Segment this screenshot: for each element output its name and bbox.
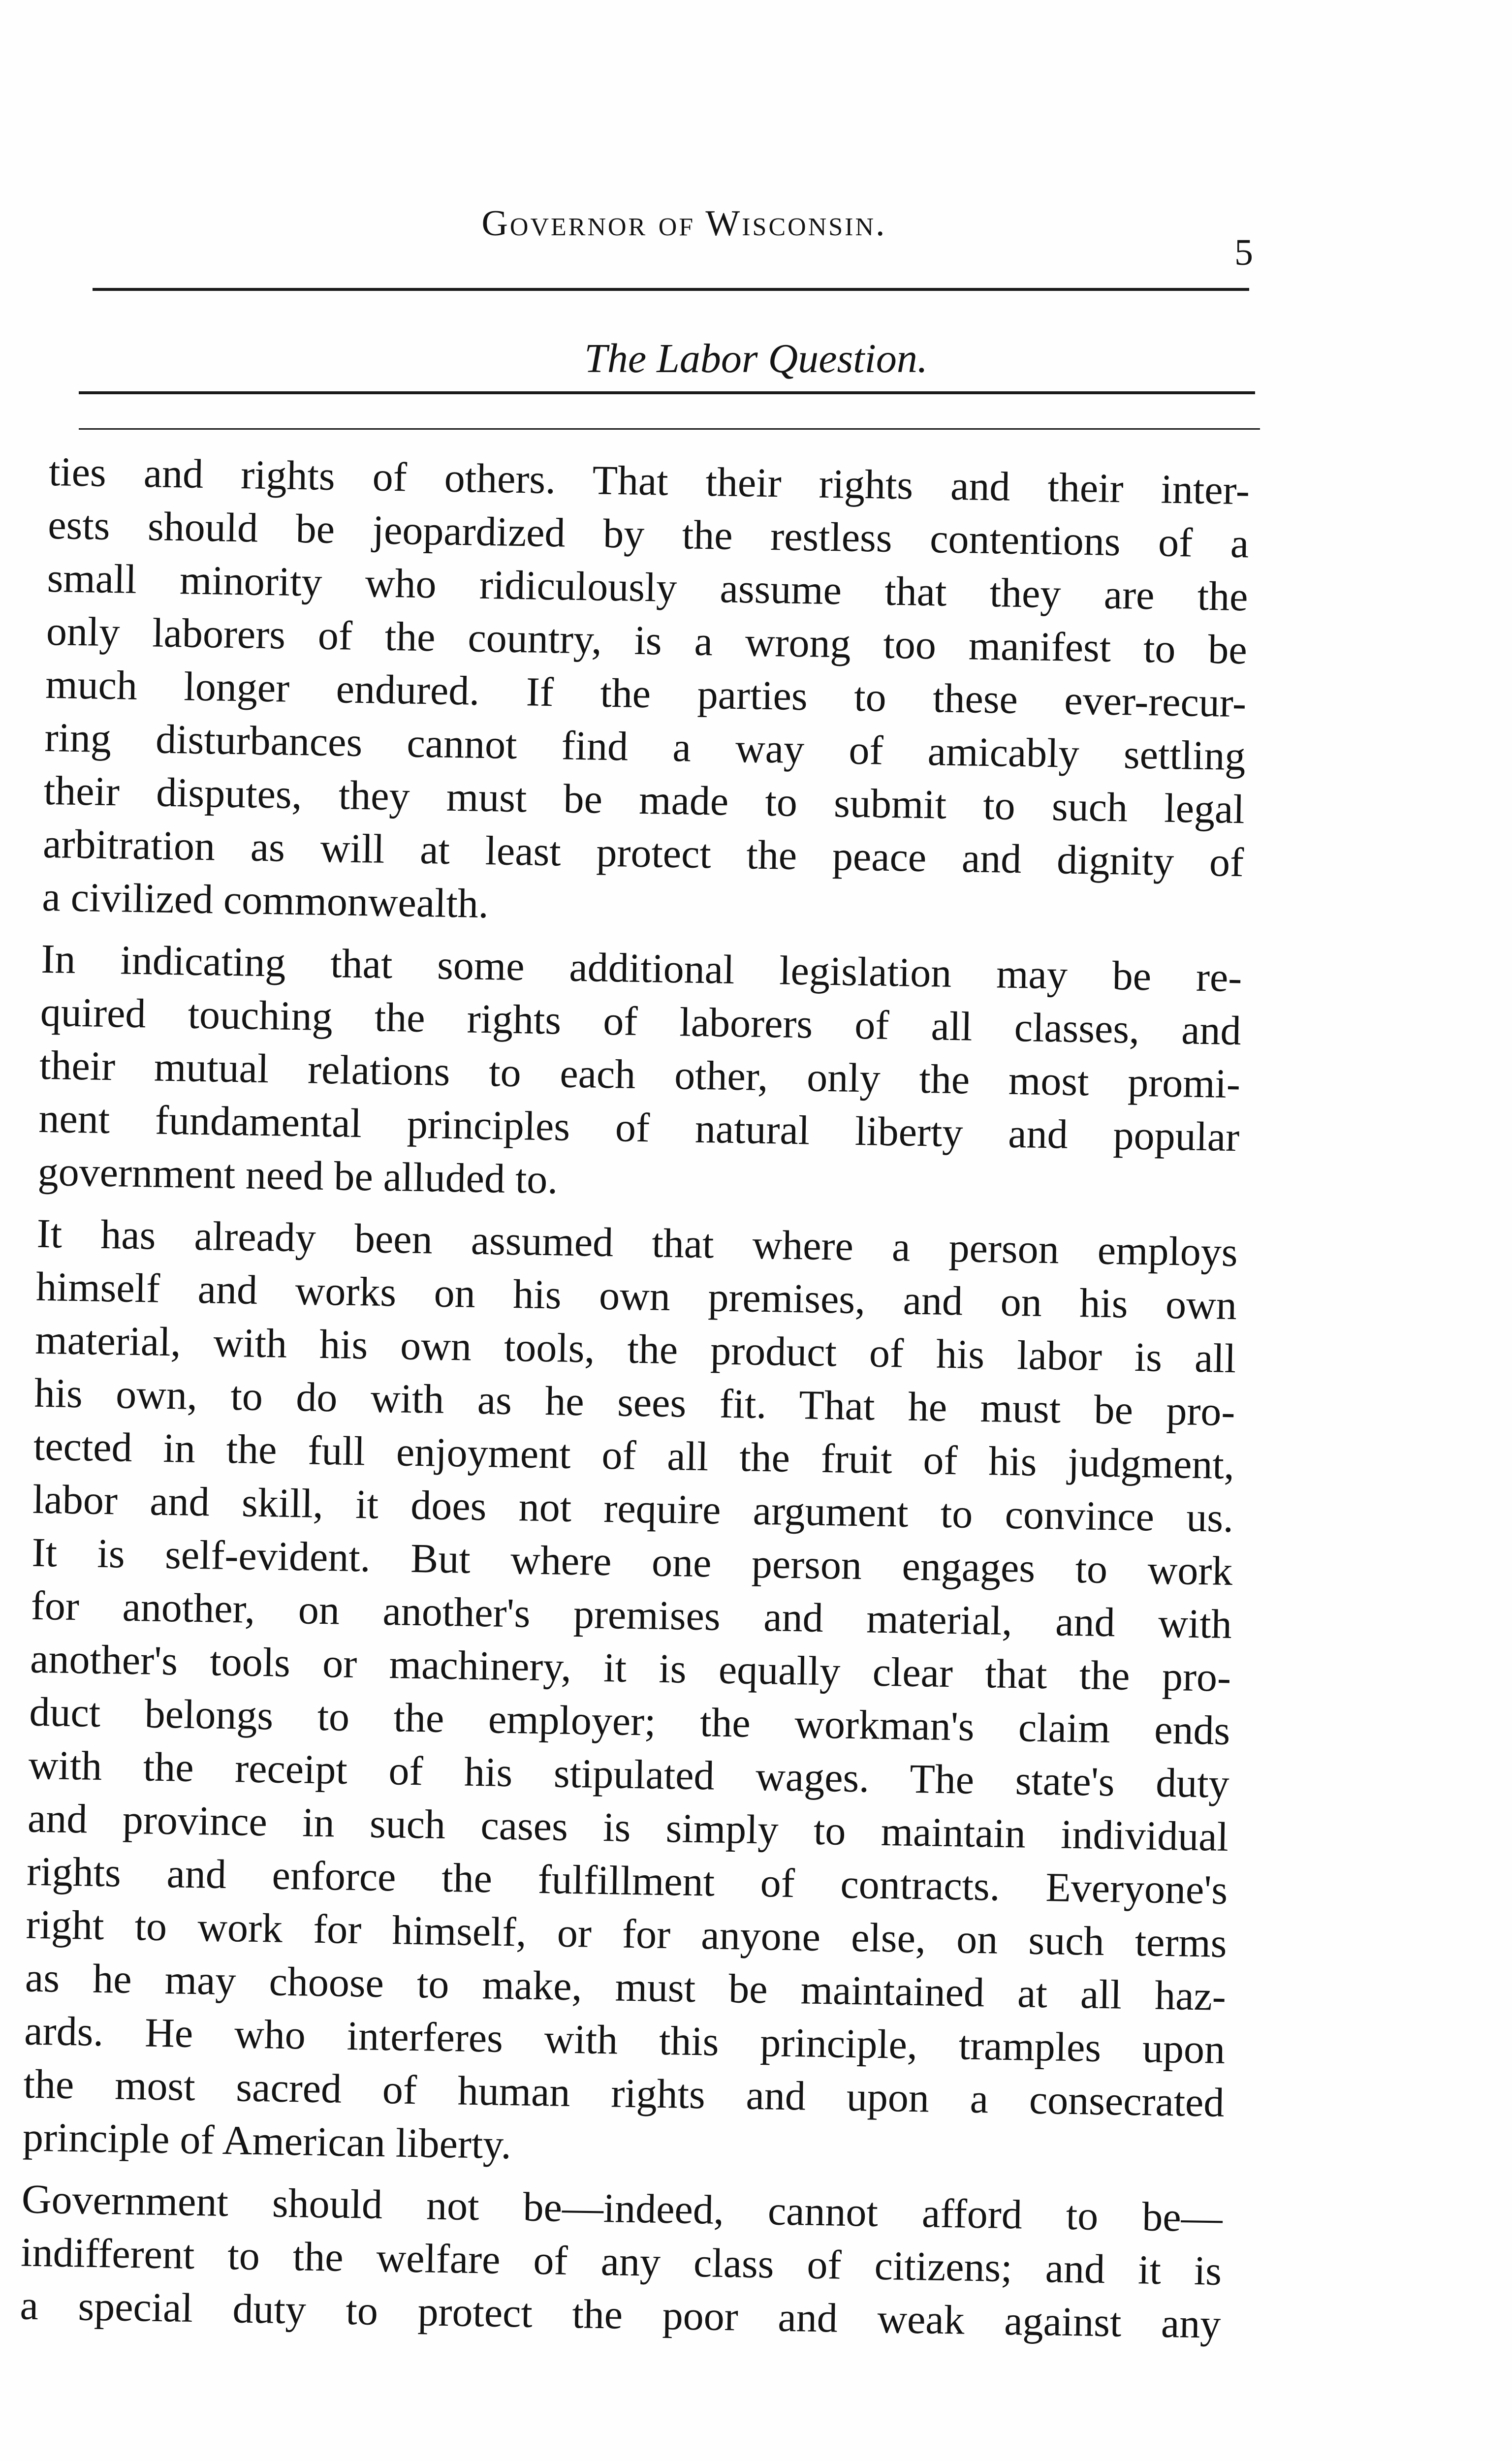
text-line: small minority who ridiculously assume that they are the <box>47 555 1249 620</box>
text-line: quired touching the rights of laborers of all classes, and <box>40 989 1242 1054</box>
text-line: government need be alluded to. <box>37 1148 559 1203</box>
text-line: nent fundamental principles of natural liberty and popular <box>38 1095 1240 1161</box>
text-line: ties and rights of others. That their rights and their inter- <box>48 448 1250 514</box>
paragraph-first-line: Government should not be—indeed, cannot afford to be— <box>21 2176 1223 2241</box>
text-line: another's tools or machinery, it is equally clear that the pro- <box>30 1636 1231 1701</box>
page-number: 5 <box>1234 232 1253 273</box>
text-line: much longer endured. If the parties to these ever-recur- <box>45 661 1247 726</box>
text-line: for another, on another's premises and material, and with <box>31 1582 1232 1648</box>
header-rule-top <box>93 288 1249 291</box>
text-line: arbitration as will at least protect the peace and dignity of <box>42 820 1244 886</box>
text-line: himself and works on his own premises, and on his own <box>35 1263 1237 1329</box>
paragraph-first-line: In indicating that some additional legislation may be re- <box>40 936 1243 1001</box>
paragraph-first-line: It has already been assumed that where a person employs <box>36 1210 1238 1276</box>
text-line: indifferent to the welfare of any class of citizens; and it is <box>20 2229 1222 2294</box>
body-text <box>20 445 1250 2351</box>
text-line: his own, to do with as he sees fit. That he must be pro- <box>34 1370 1236 1435</box>
header-rule-bottom <box>79 391 1255 394</box>
text-line: a civilized commonwealth. <box>41 874 489 927</box>
text-line: tected in the full enjoyment of all the fruit of his judgment, <box>33 1423 1235 1488</box>
text-line: material, with his own tools, the product of his labor is all <box>34 1317 1236 1382</box>
text-line: It is self-evident. But where one person engages to work <box>31 1529 1233 1595</box>
text-line: as he may choose to make, must be maintained at all haz- <box>25 1955 1227 2019</box>
text-line: principle of American liberty. <box>22 2114 512 2168</box>
section-title: The Labor Question. <box>584 336 928 381</box>
text-line: ests should be jeopardized by the restless contentions of a <box>47 502 1249 567</box>
text-line: a special duty to protect the poor and weak against any <box>19 2282 1222 2347</box>
text-line: right to work for himself, or for anyone else, on such terms <box>26 1901 1228 1966</box>
text-line: rights and enforce the fulfillment of contracts. Everyone's <box>26 1848 1228 1913</box>
text-line: only laborers of the country, is a wrong too manifest to be <box>46 608 1248 673</box>
text-line: ards. He who interferes with this principle, tramples upon <box>24 2008 1226 2073</box>
header-rule-thin <box>79 428 1260 430</box>
running-head: Governor of Wisconsin. <box>481 203 887 244</box>
text-line: their disputes, they must be made to submit to such legal <box>43 767 1245 833</box>
text-line: ring disturbances cannot find a way of amicably settling <box>44 714 1246 780</box>
text-line: and province in such cases is simply to maintain individual <box>27 1795 1229 1860</box>
text-line: duct belongs to the employer; the workman's claim ends <box>29 1689 1231 1754</box>
text-line: with the receipt of his stipulated wages. The state's duty <box>28 1742 1230 1807</box>
text-line: the most sacred of human rights and upon a consecrated <box>23 2061 1225 2126</box>
text-line: labor and skill, it does not require argument to convince us. <box>32 1476 1234 1542</box>
text-line: their mutual relations to each other, only the most promi- <box>39 1042 1241 1107</box>
